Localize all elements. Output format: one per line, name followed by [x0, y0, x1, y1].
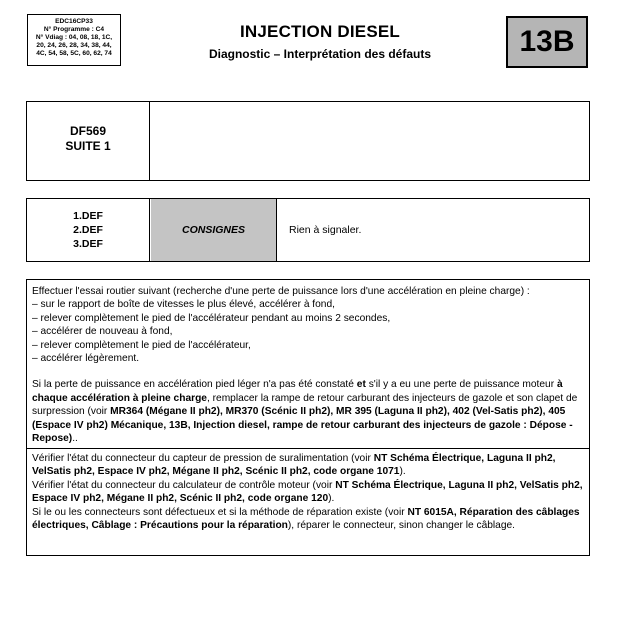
ecu-name: EDC16CP33 [55, 18, 93, 25]
check-engine-ecu: Vérifier l'état du connecteur du calculateur de contrôle moteur (voir NT Schéma Électrique, Laguna II ph2, VelSatis ph2, Espace IV ph2, Mégane II ph2, Scénic II ph2, code organe 120). [32, 479, 583, 505]
procedure-intro: Effectuer l'essai routier suivant (recherche d'une perte de puissance lors d'une accélération en pleine charge) : [32, 286, 530, 297]
procedure-step: – sur le rapport de boîte de vitesses le plus élevé, accélérer à fond, [32, 299, 335, 311]
page-subtitle: Diagnostic – Interprétation des défauts [208, 47, 432, 61]
vdiag-line-2: 20, 24, 26, 28, 34, 38, 44, [36, 42, 112, 49]
procedure-step: – accélérer légèrement. [32, 353, 140, 365]
procedure-step: – accélérer de nouveau à fond, [32, 326, 173, 338]
procedure-step: – relever complètement le pied de l'accélérateur, [32, 339, 251, 351]
fault-code-box [26, 101, 590, 181]
procedure-step: – relever complètement le pied de l'accélérateur pendant au moins 2 secondes, [32, 312, 391, 324]
def-consignes-box [26, 198, 590, 262]
fault-code: DF569 [69, 124, 107, 138]
ecu-info-box [27, 14, 121, 66]
def-3: 3.DEF [73, 238, 103, 250]
fault-suite: SUITE 1 [65, 139, 111, 153]
check-repair: Si le ou les connecteurs sont défectueux et si la méthode de réparation existe (voir NT 6015A, Réparation des câblages électriques, Câblage : Précautions pour la réparation), réparer le connecteur, sinon changer le câblage. [32, 506, 580, 532]
def-2: 2.DEF [73, 224, 103, 236]
consignes-label: CONSIGNES [151, 199, 277, 261]
fault-code-cell [27, 102, 150, 180]
consignes-text: Rien à signaler. [289, 224, 362, 236]
connector-checks-box [26, 449, 590, 556]
page-title: INJECTION DIESEL [239, 22, 400, 41]
def-1: 1.DEF [73, 210, 103, 222]
section-number-badge: 13B [506, 16, 588, 68]
road-test-procedure-box [26, 279, 590, 449]
programme-number: N° Programme : C4 [43, 26, 105, 33]
procedure-paragraph: Si la perte de puissance en accélération pied léger n'a pas été constaté et s'il y a eu une perte de puissance moteur à chaque accélération à pleine charge, remplacer la rampe de retour carburant des injecteurs de gazole et son clapet de surpression (voir MR364 (Mégane II ph2), MR370 (Scénic II ph2), MR 395 (Laguna II ph2), 402 (Vel-Satis ph2), 405 (Espace IV ph2) Mécanique, 13B, Injection diesel, rampe de retour carburant des injecteurs de gazole : Dépose - Repose).. [32, 379, 578, 445]
check-pressure-sensor: Vérifier l'état du connecteur du capteur de pression de suralimentation (voir NT Schéma Électrique, Laguna II ph2, VelSatis ph2, Espace IV ph2, Mégane II ph2, Scénic II ph2, code organe 1071). [32, 453, 556, 478]
def-list-cell [27, 199, 150, 261]
vdiag-line-1: N° Vdiag : 04, 08, 18, 1C, [35, 34, 113, 41]
vdiag-line-3: 4C, 54, 58, 5C, 60, 62, 74 [36, 50, 112, 57]
